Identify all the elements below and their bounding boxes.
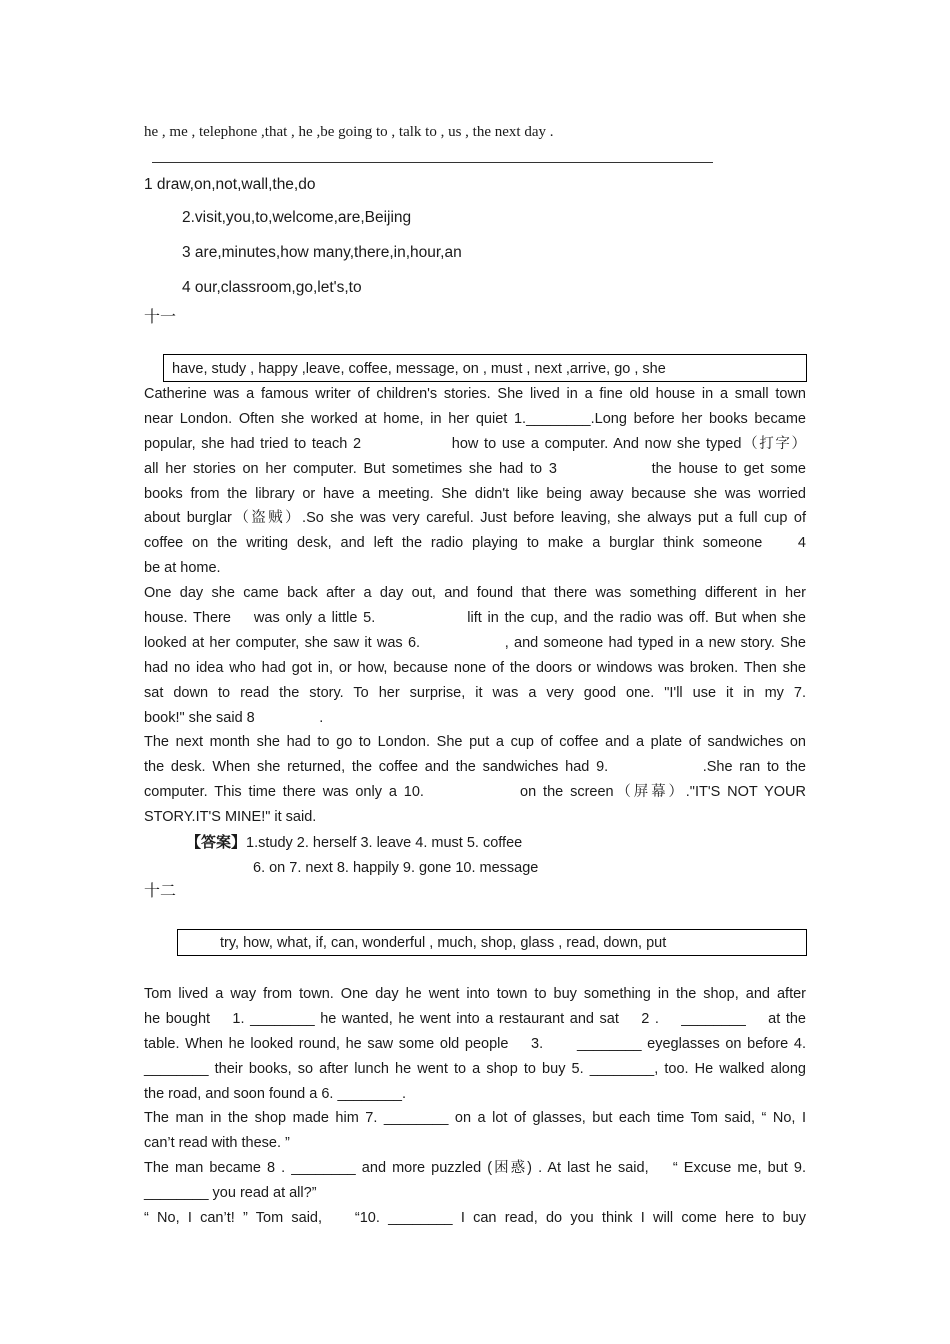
word-bank-box-12	[177, 929, 807, 956]
passage-line: The next month she had to go to London. She put a cup of coffee and a plate of sandwiches on	[144, 734, 806, 751]
word-bank-box-11	[163, 354, 807, 382]
passage-line: table. When he looked round, he saw some old people 3. ________ eyeglasses on before 4.	[144, 1035, 806, 1052]
passage-line: he bought 1. ________ he wanted, he went into a restaurant and sat 2 . ________ at the	[144, 1010, 806, 1027]
passage-line: books from the library or have a meeting. She didn't like being away because she was worried	[144, 485, 806, 502]
passage-line: computer. This time there was only a 10. on the screen（屏幕）."IT'S NOT YOUR	[144, 784, 806, 801]
passage-line: The man became 8 . ________ and more puzzled (困惑) . At last he said, “ Excuse me, but 9.	[144, 1160, 806, 1177]
passage-line: all her stories on her computer. But sometimes she had to 3 the house to get some	[144, 460, 806, 477]
passage-line: near London. Often she worked at home, in her quiet 1.________.Long before her books became	[144, 410, 806, 427]
exercise-item-4: 4 our,classroom,go,let's,to	[182, 279, 362, 296]
passage-line: looked at her computer, she saw it was 6. , and someone had typed in a new story. She	[144, 634, 806, 651]
exercise-item-2: 2.visit,you,to,welcome,are,Beijing	[182, 209, 412, 226]
passage-line: Catherine was a famous writer of children's stories. She lived in a fine old house in a small town	[144, 386, 806, 402]
passage-11	[144, 382, 806, 830]
passage-line: sat down to read the story. To her surprise, it was a very good one. "I'll use it in my 7.	[144, 684, 806, 701]
answer-underline	[152, 162, 713, 163]
passage-line: ________ their books, so after lunch he went to a shop to buy 5. ________, too. He walked along	[144, 1060, 806, 1077]
passage-12	[144, 982, 806, 1231]
passage-line: had no idea who had got in, or how, because none of the doors or windows was broken. Then she	[144, 659, 806, 676]
passage-line: about burglar（盗贼）.So she was very careful. Just before leaving, she always put a full cup of	[144, 510, 806, 527]
section-heading-12: 十二	[144, 883, 177, 900]
passage-line: the road, and soon found a 6. ________.	[144, 1085, 407, 1102]
passage-line: the desk. When she returned, the coffee and the sandwiches had 9. .She ran to the	[144, 759, 806, 776]
passage-line: be at home.	[144, 560, 221, 577]
passage-line: “ No, I can’t! ” Tom said, “10. ________ I can read, do you think I will come here to buy	[144, 1210, 806, 1227]
section-heading-11: 十一	[144, 309, 177, 326]
passage-line: STORY.IT'S MINE!" it said.	[144, 809, 317, 826]
answer-line-2: 6. on 7. next 8. happily 9. gone 10. message	[253, 860, 539, 876]
passage-line: ________ you read at all?”	[144, 1185, 317, 1202]
passage-line: coffee on the writing desk, and left the radio playing to make a burglar think someone 4	[144, 535, 806, 552]
passage-line: popular, she had tried to teach 2 how to use a computer. And now she typed（打字）	[144, 435, 806, 452]
word-bank-text-12: try, how, what, if, can, wonderful , much, shop, glass , read, down, put	[220, 935, 667, 951]
answer-label: 【答案】	[186, 835, 247, 851]
example-sentence: he , me , telephone ,that , he ,be going to , talk to , us , the next day .	[144, 124, 554, 140]
answer-line-1: 1.study 2. herself 3. leave 4. must 5. coffee	[246, 835, 523, 851]
passage-line: house. There was only a little 5. lift in the cup, and the radio was off. But when she	[144, 610, 806, 627]
answer-key	[186, 831, 522, 855]
word-bank-text-11: have, study , happy ,leave, coffee, message, on , must , next ,arrive, go , she	[172, 361, 666, 377]
passage-line: can’t read with these. ”	[144, 1135, 290, 1152]
exercise-item-3: 3 are,minutes,how many,there,in,hour,an	[182, 244, 462, 261]
passage-line: Tom lived a way from town. One day he went into town to buy something in the shop, and after	[144, 986, 806, 1002]
exercise-item-1: 1 draw,on,not,wall,the,do	[144, 176, 316, 193]
passage-line: The man in the shop made him 7. ________ on a lot of glasses, but each time Tom said, “ No, I	[144, 1110, 806, 1127]
passage-line: One day she came back after a day out, and found that there was something different in her	[144, 585, 806, 602]
passage-line: book!" she said 8 .	[144, 709, 324, 726]
